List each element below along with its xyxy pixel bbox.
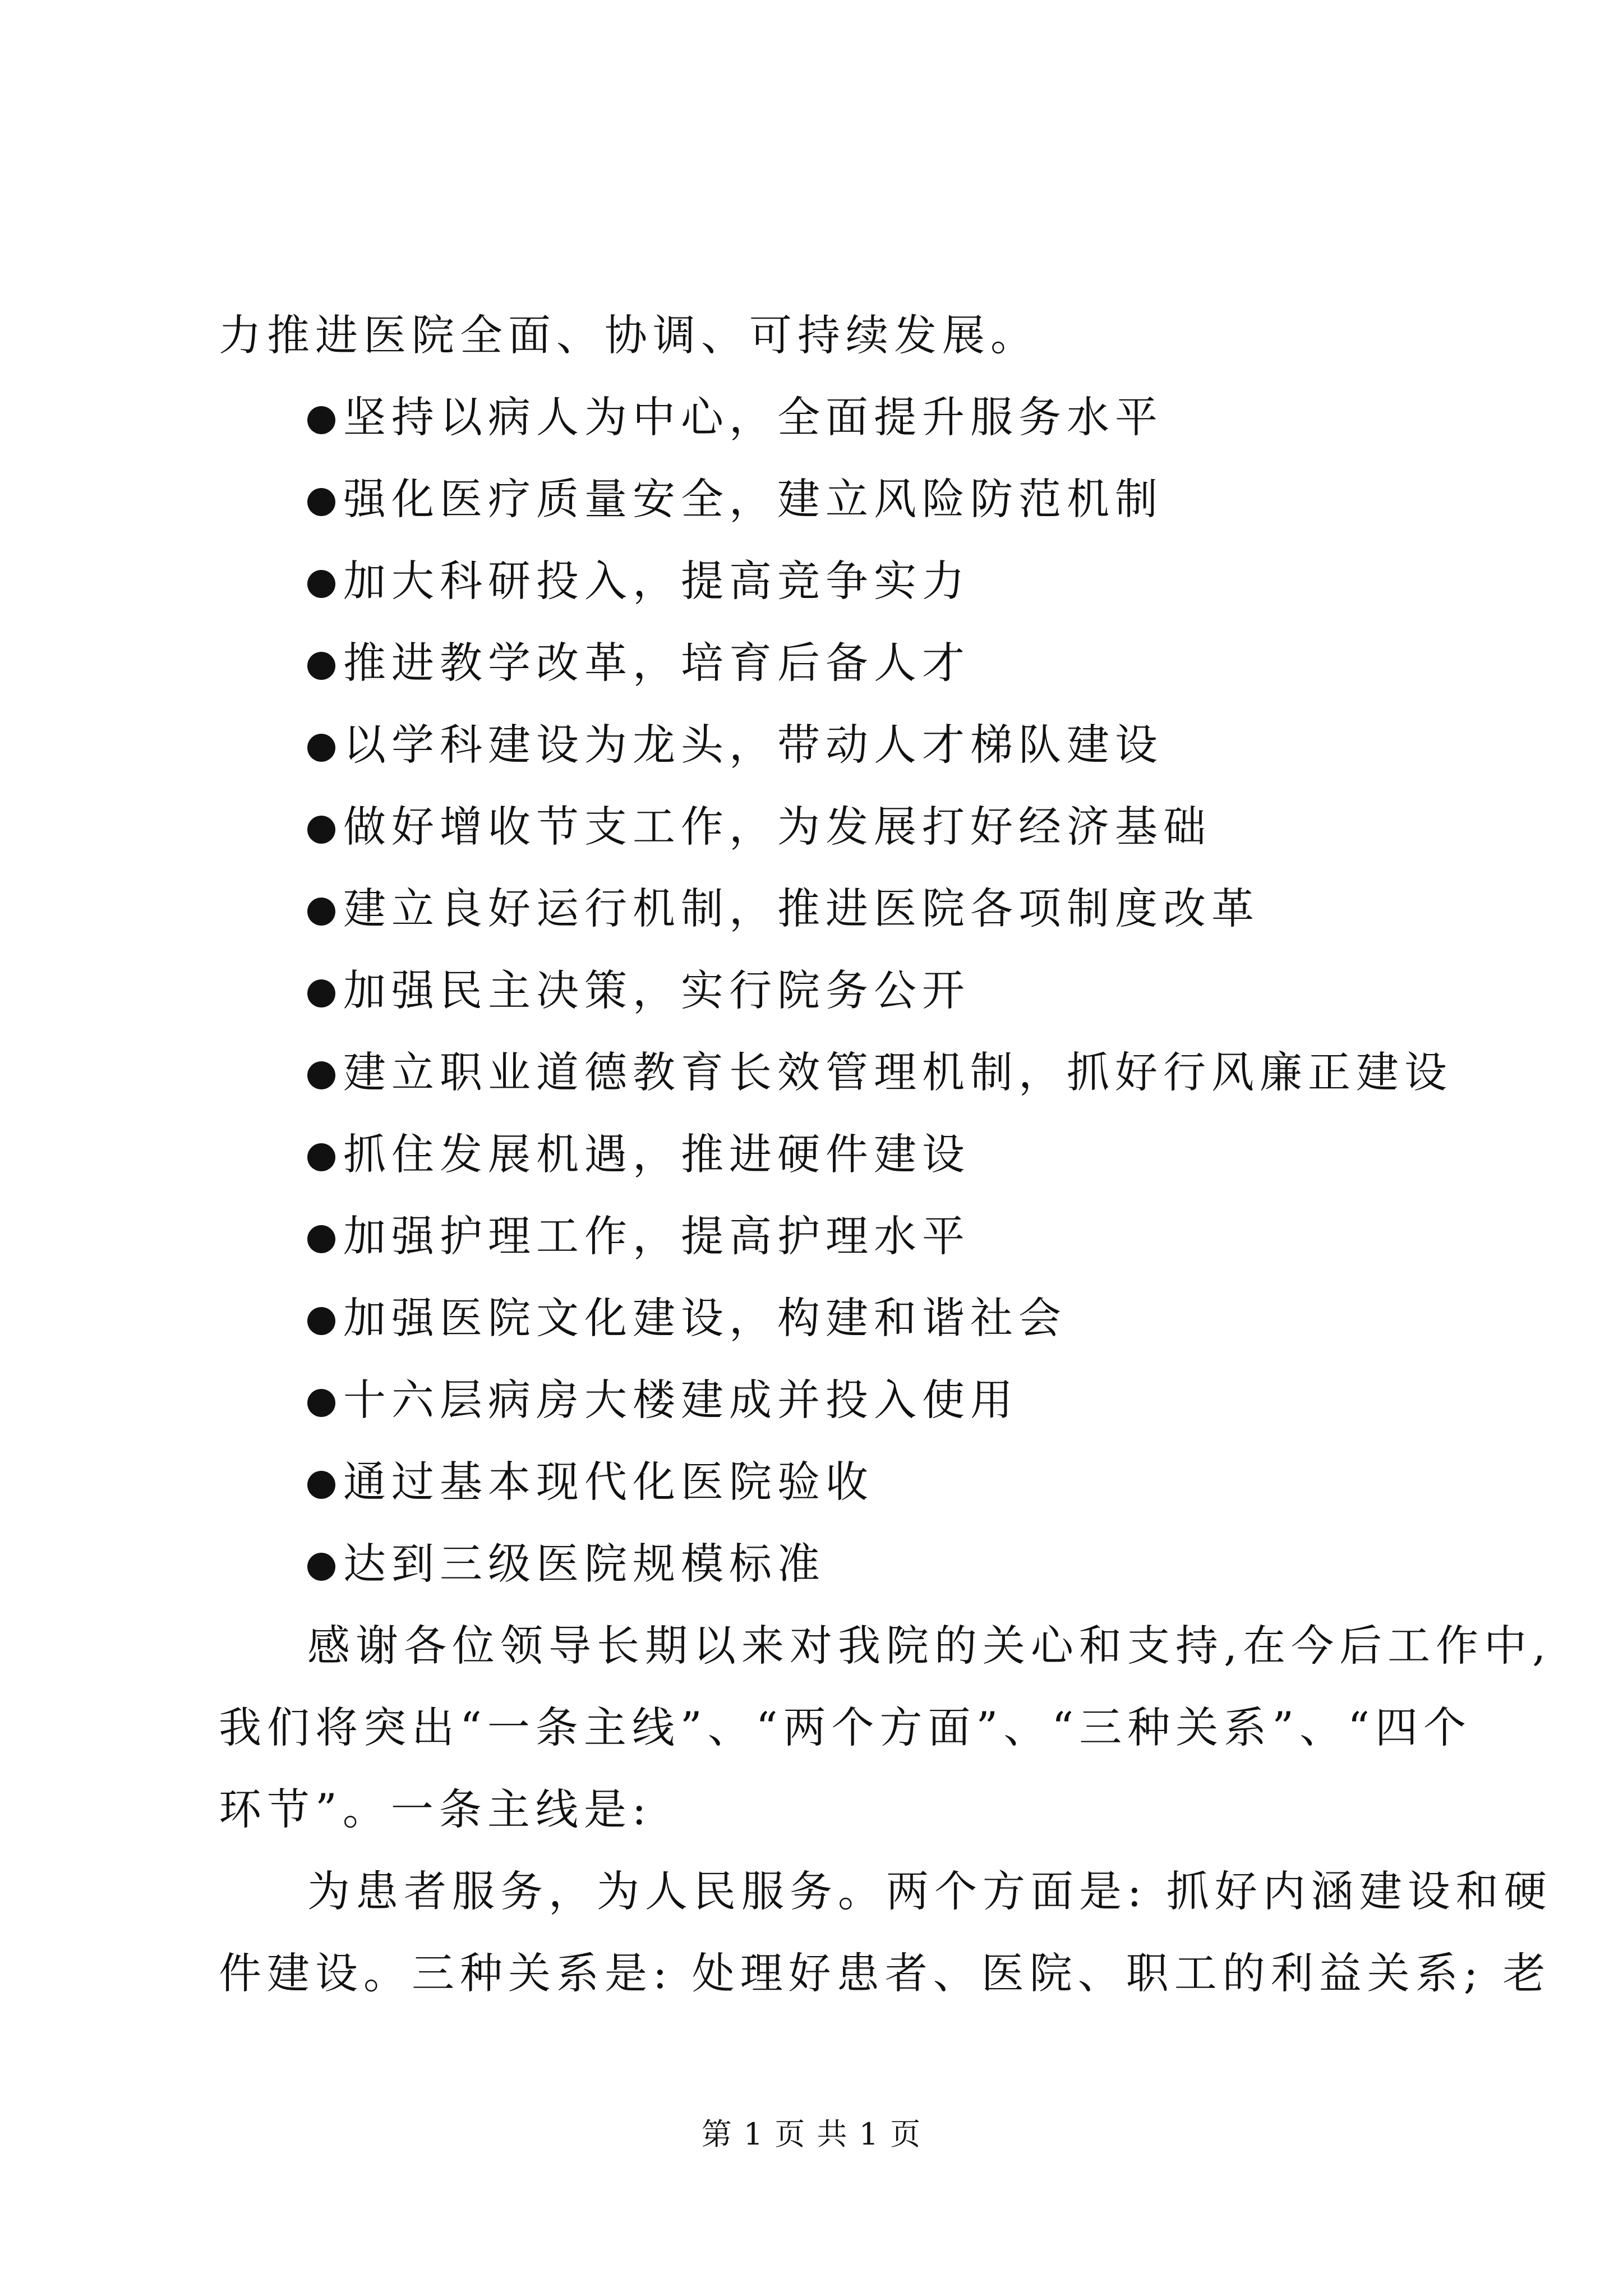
bullet-icon xyxy=(307,816,335,844)
bullet-icon xyxy=(307,1225,335,1253)
text-line: 力推进医院全面、协调、可持续发展。 xyxy=(219,310,1039,360)
bullet-item xyxy=(307,881,1260,937)
bullet-text: 抓住发展机遇，推进硬件建设 xyxy=(343,1129,970,1179)
bullet-item xyxy=(307,1536,826,1592)
bullet-item xyxy=(307,1454,874,1510)
bullet-item xyxy=(307,1208,970,1264)
bullet-text: 建立良好运行机制，推进医院各项制度改革 xyxy=(343,884,1260,933)
bullet-icon xyxy=(307,1389,335,1417)
bullet-item xyxy=(307,389,1163,445)
bullet-item xyxy=(307,1372,1018,1428)
paragraph-line: 件建设。三种关系是: 处理好患者、医院、职工的利益关系; 老 xyxy=(219,1948,1551,1998)
bullet-text: 加大科研投入，提高竞争实力 xyxy=(343,556,970,606)
bullet-icon xyxy=(307,1061,335,1089)
paragraph-line: 环节”。一条主线是: xyxy=(219,1784,652,1834)
bullet-text: 通过基本现代化医院验收 xyxy=(343,1457,874,1507)
bullet-text: 做好增收节支工作，为发展打好经济基础 xyxy=(343,802,1211,852)
bullet-icon xyxy=(307,488,335,516)
bullet-text: 达到三级医院规模标准 xyxy=(343,1539,826,1589)
bullet-icon xyxy=(307,652,335,680)
bullet-item xyxy=(307,1290,1067,1346)
paragraph-line: 我们将突出“一条主线”、“两个方面”、“三种关系”、“四个 xyxy=(219,1703,1472,1752)
bullet-icon xyxy=(307,979,335,1007)
bullet-item xyxy=(307,963,970,1019)
bullet-icon xyxy=(307,1553,335,1581)
bullet-icon xyxy=(307,898,335,926)
bullet-text: 建立职业道德教育长效管理机制，抓好行风廉正建设 xyxy=(343,1047,1453,1097)
paragraph-line: 为患者服务，为人民服务。两个方面是: 抓好内涵建设和硬 xyxy=(307,1866,1552,1916)
bullet-item xyxy=(307,1126,970,1182)
bullet-item xyxy=(307,553,970,609)
bullet-item xyxy=(307,799,1211,855)
bullet-item xyxy=(307,717,1163,773)
bullet-item xyxy=(307,635,970,691)
bullet-text: 推进教学改革，培育后备人才 xyxy=(343,638,970,688)
paragraph-line: 感谢各位领导长期以来对我院的关心和支持,在今后工作中, xyxy=(307,1621,1552,1671)
bullet-item xyxy=(307,471,1163,527)
bullet-text: 以学科建设为龙头，带动人才梯队建设 xyxy=(343,720,1163,770)
bullet-icon xyxy=(307,570,335,598)
bullet-text: 坚持以病人为中心，全面提升服务水平 xyxy=(343,392,1163,442)
bullet-text: 加强护理工作，提高护理水平 xyxy=(343,1211,970,1261)
bullet-text: 强化医疗质量安全，建立风险防范机制 xyxy=(343,474,1163,524)
bullet-icon xyxy=(307,1471,335,1499)
bullet-text: 加强医院文化建设，构建和谐社会 xyxy=(343,1293,1067,1343)
bullet-text: 加强民主决策，实行院务公开 xyxy=(343,965,970,1015)
bullet-icon xyxy=(307,1307,335,1335)
bullet-icon xyxy=(307,734,335,762)
bullet-icon xyxy=(307,406,335,434)
bullet-text: 十六层病房大楼建成并投入使用 xyxy=(343,1375,1018,1425)
bullet-item xyxy=(307,1045,1453,1101)
page-footer: 第 1 页 共 1 页 xyxy=(701,2116,922,2152)
bullet-icon xyxy=(307,1143,335,1171)
